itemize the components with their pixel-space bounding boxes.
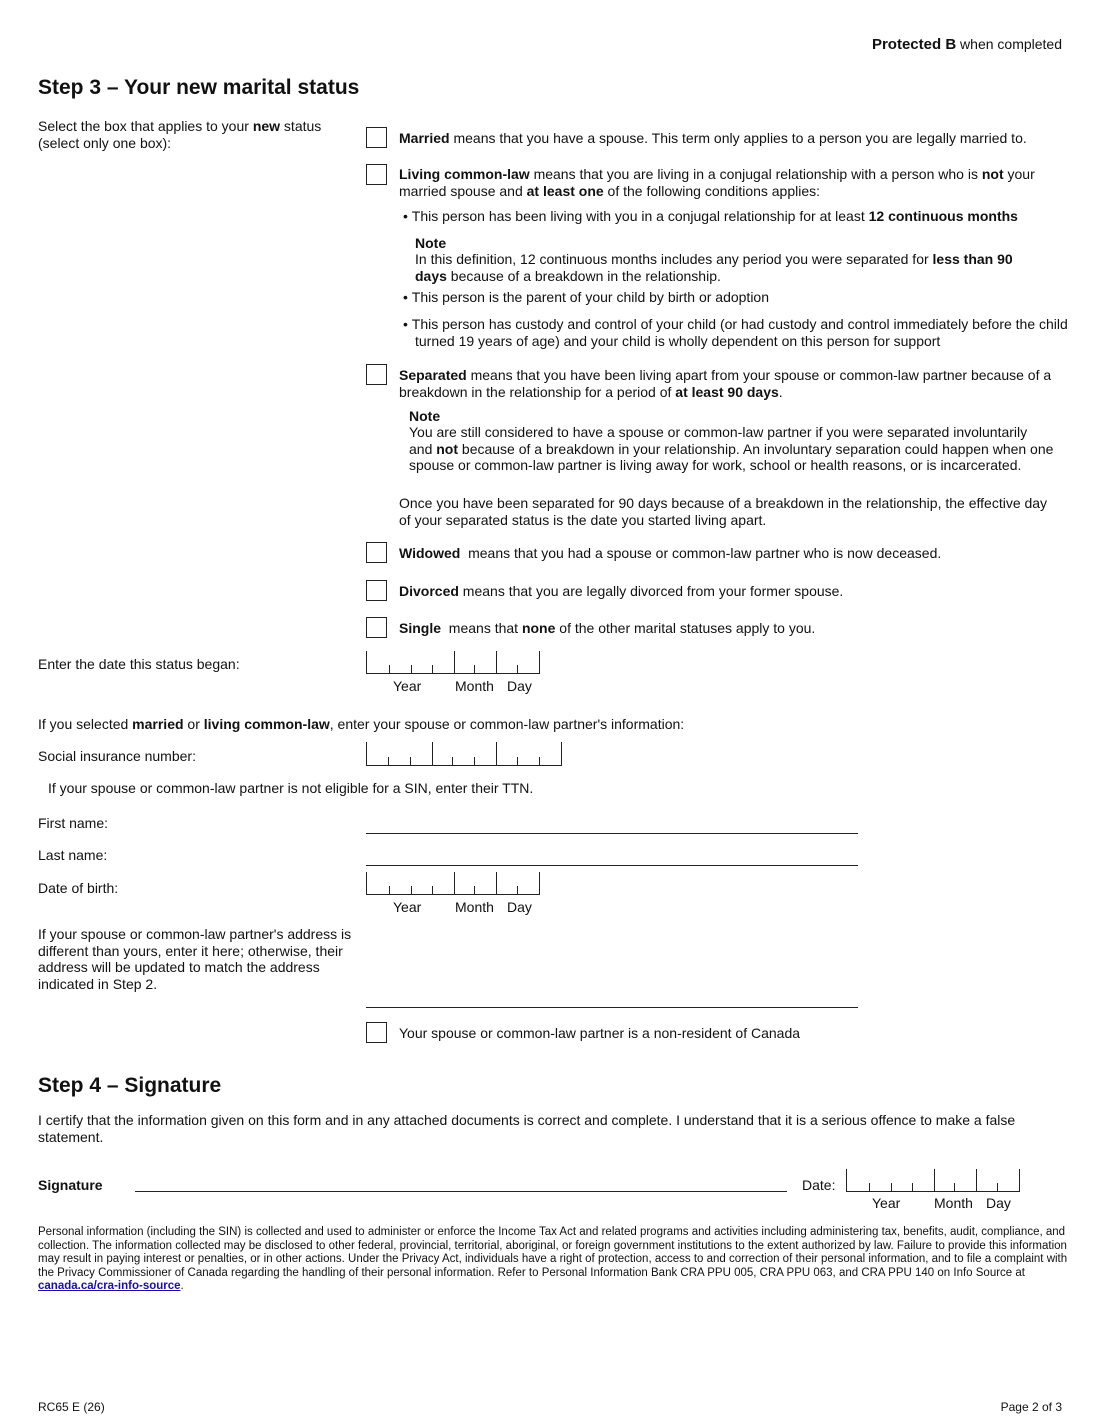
date-began-label: Enter the date this status began: bbox=[38, 656, 240, 672]
step4-title: Step 4 – Signature bbox=[38, 1074, 222, 1097]
common-law-t5: of the following conditions applies: bbox=[603, 182, 821, 199]
cl-note-b: less than 90 days bbox=[415, 251, 1013, 284]
ttn-note: If your spouse or common-law partner is not eligible for a SIN, enter their TTN. bbox=[48, 780, 534, 796]
divorced-label: Divorced bbox=[399, 583, 459, 599]
dob-year-label: Year bbox=[393, 899, 422, 915]
sep-note-b: not bbox=[436, 440, 459, 457]
cl-note-a: In this definition, 12 continuous months includes any period you were separated for bbox=[415, 251, 933, 267]
separated-90-days: at least 90 days bbox=[675, 383, 779, 400]
cra-info-source-link[interactable]: canada.ca/cra-info-source bbox=[38, 1280, 181, 1293]
divorced-checkbox[interactable] bbox=[366, 580, 387, 601]
separated-note-text bbox=[409, 424, 1054, 474]
separated-t1: means that you have been living apart from your spouse or common-law partner because of a breakdown in the relationship for a period of bbox=[399, 367, 1052, 400]
certify-text: I certify that the information given on this form and in any attached documents is correct and complete. I understand that it is a serious offence to make a false statement. bbox=[38, 1112, 1016, 1145]
sep-note-c: because of a breakdown in your relationship. An involuntary separation could happen when one spouse or common-law partner is living away for work, school or health reasons, or is incarcerated. bbox=[409, 440, 1054, 473]
privacy-notice bbox=[38, 1226, 1068, 1294]
page-number: Page 2 of 3 bbox=[1000, 1400, 1062, 1414]
widowed-label: Widowed bbox=[399, 545, 461, 561]
common-law-bullet-1: • This person has been living with you in a conjugal relationship for at least 12 continuous months bbox=[403, 208, 1018, 224]
separated-t3: . bbox=[778, 383, 783, 400]
single-text bbox=[399, 620, 815, 637]
non-resident-checkbox[interactable] bbox=[366, 1022, 387, 1043]
select-instr-c: status (select only one box): bbox=[38, 118, 322, 151]
if-sel-e: , enter your spouse or common-law partner's information: bbox=[329, 716, 685, 732]
sig-date-day-label: Day bbox=[986, 1195, 1011, 1211]
last-name-label: Last name: bbox=[38, 847, 108, 863]
bullet2: This person is the parent of your child by birth or adoption bbox=[411, 289, 769, 305]
signature-field[interactable] bbox=[135, 1191, 787, 1192]
if-sel-common-law: living common-law bbox=[203, 716, 330, 732]
signature-date-input[interactable] bbox=[846, 1170, 1021, 1192]
status-date-year-label: Year bbox=[393, 678, 422, 694]
common-law-text bbox=[399, 166, 1065, 199]
address-label: If your spouse or common-law partner's address is different than yours, enter it here; otherwise, their address will be updated to match the address indicated in Step 2. bbox=[38, 926, 352, 992]
first-name-field[interactable] bbox=[366, 833, 858, 834]
dob-day-label: Day bbox=[507, 899, 532, 915]
single-label: Single bbox=[399, 620, 442, 636]
dob-year[interactable] bbox=[366, 872, 455, 895]
married-text bbox=[399, 130, 1069, 147]
sig-date-year-label: Year bbox=[872, 1195, 901, 1211]
if-sel-married: married bbox=[132, 716, 184, 732]
non-resident-label: Your spouse or common-law partner is a non-resident of Canada bbox=[399, 1025, 801, 1041]
common-law-not: not bbox=[981, 166, 1004, 182]
separated-after-text: Once you have been separated for 90 days because of a breakdown in the relationship, the effective day of your separated status is the date you started living apart. bbox=[399, 495, 1048, 528]
single-t1: means that bbox=[441, 620, 522, 636]
common-law-bullet-3: • This person has custody and control of your child (or had custody and control immediately before the child turned 19 years of age) and your child is wholly dependent on this person for support bbox=[403, 316, 1068, 349]
privacy-text: Personal information (including the SIN) is collected and used to administer or enforce the Income Tax Act and related programs and activities including administering tax, benefits, audit, compliance, and collection. The information collected may be disclosed to other federal, provincial, territorial, aboriginal, or foreign government institutions to the extent authorized by law. Failure to provide this information may result in paying interest or penalties, or in other actions. Under the Privacy Act, individuals have a right of protection, access to and correction of their personal information, and to file a complaint with the Privacy Commissioner of Canada regarding the handling of their personal information. Refer to Personal Information Bank CRA PPU 005, CRA PPU 063, and CRA PPU 140 on Info Source at bbox=[38, 1226, 1068, 1279]
form-id: RC65 E (26) bbox=[38, 1400, 105, 1414]
common-law-bullet-2: • This person is the parent of your child by birth or adoption bbox=[403, 289, 769, 305]
single-t3: of the other marital statuses apply to you. bbox=[555, 620, 816, 636]
sep-note-a: You are still considered to have a spouse or common-law partner if you were separated involuntarily and bbox=[409, 424, 1028, 457]
sig-date-day[interactable] bbox=[976, 1169, 1020, 1192]
dob-month[interactable] bbox=[453, 872, 497, 895]
dob-label: Date of birth: bbox=[38, 880, 119, 896]
common-law-note-text bbox=[415, 251, 1045, 284]
status-date-month-label: Month bbox=[455, 678, 494, 694]
sin-input[interactable] bbox=[366, 743, 563, 766]
protected-b-header bbox=[872, 36, 1062, 54]
select-instr-new: new bbox=[252, 118, 281, 134]
if-sel-c: or bbox=[183, 716, 204, 732]
married-desc: means that you have a spouse. This term only applies to a person you are legally married to. bbox=[449, 130, 1027, 146]
separated-note-title: Note bbox=[409, 408, 441, 424]
sin-label: Social insurance number: bbox=[38, 748, 196, 764]
dob-input[interactable] bbox=[366, 873, 541, 895]
married-label: Married bbox=[399, 130, 450, 146]
sig-date-month[interactable] bbox=[933, 1169, 977, 1192]
protected-b-label: Protected B bbox=[871, 36, 957, 53]
separated-label: Separated bbox=[399, 367, 467, 383]
dob-month-label: Month bbox=[455, 899, 494, 915]
status-date-input[interactable] bbox=[366, 652, 541, 674]
married-checkbox[interactable] bbox=[366, 127, 387, 148]
select-instr-a: Select the box that applies to your bbox=[38, 118, 253, 134]
sig-date-year[interactable] bbox=[846, 1169, 935, 1192]
signature-label: Signature bbox=[38, 1177, 103, 1193]
address-field[interactable] bbox=[366, 1007, 858, 1008]
status-date-day-label: Day bbox=[507, 678, 532, 694]
status-date-day[interactable] bbox=[496, 651, 540, 674]
bullet3: This person has custody and control of your child (or had custody and control immediately before the child turned 19 years of age) and your child is wholly dependent on this person for support bbox=[411, 316, 1068, 349]
separated-text bbox=[399, 367, 1065, 400]
privacy-end: . bbox=[180, 1280, 184, 1293]
common-law-t3: your married spouse and bbox=[399, 166, 1035, 199]
step3-title: Step 3 – Your new marital status bbox=[38, 76, 360, 99]
if-sel-a: If you selected bbox=[38, 716, 133, 732]
last-name-field[interactable] bbox=[366, 865, 858, 866]
common-law-note-title: Note bbox=[415, 235, 447, 251]
common-law-at-least-one: at least one bbox=[526, 182, 604, 199]
single-none: none bbox=[521, 620, 556, 636]
common-law-label: Living common-law bbox=[399, 166, 530, 182]
widowed-text bbox=[399, 545, 941, 562]
widowed-checkbox[interactable] bbox=[366, 542, 387, 563]
first-name-label: First name: bbox=[38, 815, 109, 831]
status-date-year[interactable] bbox=[366, 651, 455, 674]
common-law-t1: means that you are living in a conjugal relationship with a person who is bbox=[529, 166, 982, 182]
select-instructions bbox=[38, 118, 338, 151]
divorced-text bbox=[399, 583, 843, 600]
spouse-info-instruction bbox=[38, 716, 1068, 733]
dob-day[interactable] bbox=[496, 872, 540, 895]
widowed-desc: means that you had a spouse or common-law partner who is now deceased. bbox=[460, 545, 942, 561]
status-date-month[interactable] bbox=[453, 651, 497, 674]
common-law-checkbox[interactable] bbox=[366, 164, 387, 185]
divorced-desc: means that you are legally divorced from your former spouse. bbox=[458, 583, 844, 599]
bullet1-b: 12 continuous months bbox=[868, 208, 1018, 224]
single-checkbox[interactable] bbox=[366, 617, 387, 638]
protected-when-completed: when completed bbox=[960, 36, 1062, 52]
sig-date-month-label: Month bbox=[934, 1195, 973, 1211]
separated-checkbox[interactable] bbox=[366, 364, 387, 385]
bullet1-a: This person has been living with you in a conjugal relationship for at least bbox=[411, 208, 869, 224]
signature-date-label: Date: bbox=[802, 1177, 836, 1193]
cl-note-c: because of a breakdown in the relationship. bbox=[446, 267, 721, 284]
